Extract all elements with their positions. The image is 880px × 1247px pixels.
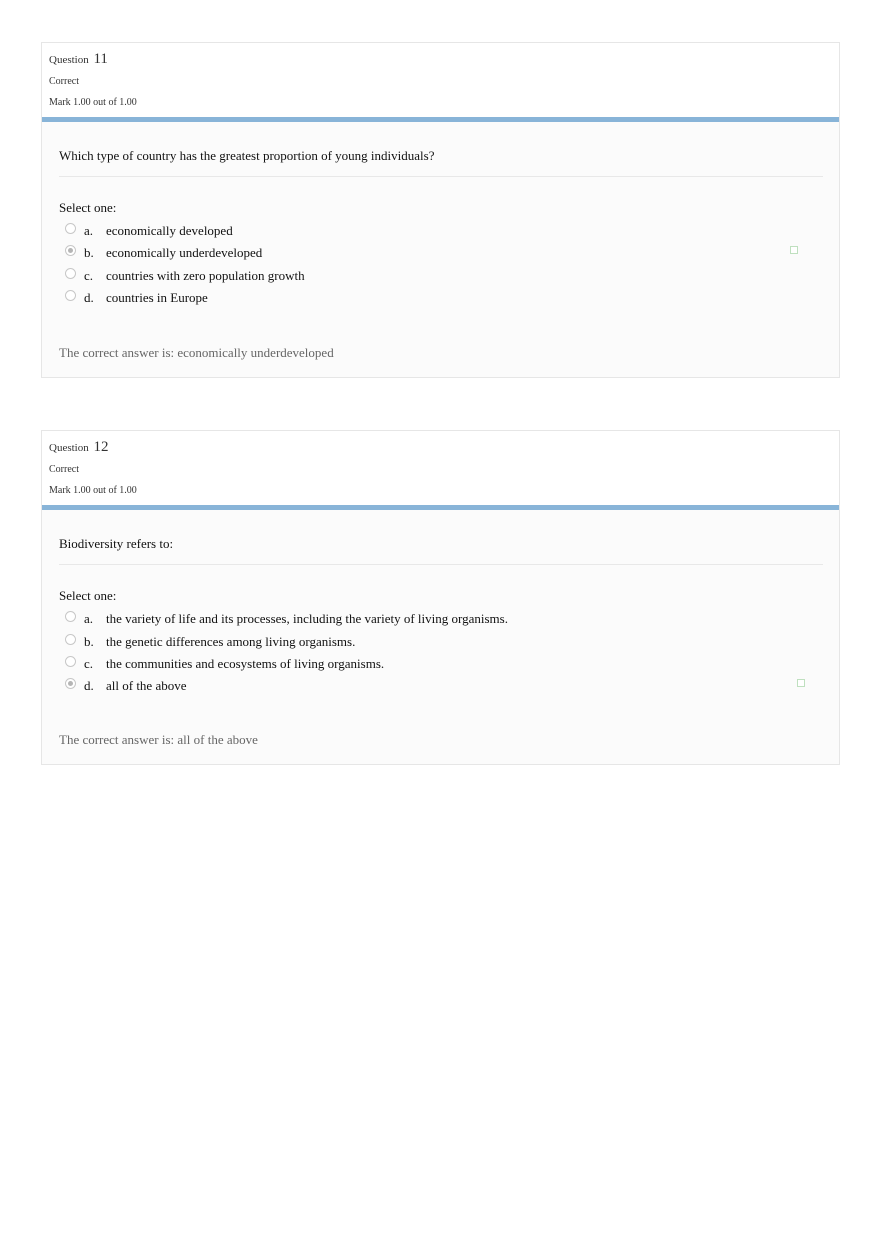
radio-icon[interactable] — [65, 678, 76, 689]
question-divider — [59, 176, 823, 177]
question-grade: Mark 1.00 out of 1.00 — [49, 97, 137, 108]
question-info — [42, 43, 839, 117]
option-text: the variety of life and its processes, including the variety of living organisms. — [106, 611, 508, 626]
correct-answer-feedback: The correct answer is: all of the above — [59, 732, 258, 747]
radio-icon[interactable] — [65, 611, 76, 622]
option-text: countries with zero population growth — [106, 268, 305, 283]
answer-option[interactable] — [65, 610, 508, 628]
option-letter: c. — [84, 268, 94, 283]
answer-option[interactable] — [65, 289, 208, 307]
option-text: all of the above — [106, 678, 187, 693]
option-letter: c. — [84, 656, 94, 671]
question-text: Which type of country has the greatest proportion of young individuals? — [59, 148, 435, 163]
radio-icon[interactable] — [65, 245, 76, 256]
option-letter: d. — [84, 678, 94, 693]
select-prompt: Select one: — [59, 200, 117, 215]
radio-icon[interactable] — [65, 223, 76, 234]
question-number — [49, 439, 108, 456]
radio-icon[interactable] — [65, 268, 76, 279]
question-label: Question — [49, 54, 89, 66]
option-letter: b. — [84, 634, 94, 649]
radio-icon[interactable] — [65, 634, 76, 645]
answer-option[interactable] — [65, 633, 355, 651]
option-text: countries in Europe — [106, 290, 208, 305]
answer-option[interactable] — [65, 655, 384, 673]
question-card — [41, 430, 840, 765]
question-number — [49, 51, 108, 68]
option-letter: a. — [84, 611, 94, 626]
answer-option[interactable] — [65, 244, 262, 262]
question-info — [42, 431, 839, 505]
question-text: Biodiversity refers to: — [59, 536, 174, 551]
question-number-value: 11 — [93, 51, 108, 67]
radio-icon[interactable] — [65, 290, 76, 301]
answer-option[interactable] — [65, 222, 233, 240]
option-text: economically developed — [106, 223, 233, 238]
question-card — [41, 42, 840, 378]
question-divider — [59, 564, 823, 565]
option-letter: a. — [84, 223, 94, 238]
question-label: Question — [49, 442, 89, 454]
question-state: Correct — [49, 464, 79, 475]
question-number-value: 12 — [93, 439, 109, 455]
answer-option[interactable] — [65, 677, 187, 695]
check-icon — [790, 246, 798, 254]
option-text: economically underdeveloped — [106, 245, 263, 260]
radio-icon[interactable] — [65, 656, 76, 667]
question-content — [42, 510, 839, 764]
option-letter: d. — [84, 290, 94, 305]
option-letter: b. — [84, 245, 94, 260]
correct-answer-feedback: The correct answer is: economically underdeveloped — [59, 345, 334, 360]
question-grade: Mark 1.00 out of 1.00 — [49, 485, 137, 496]
check-icon — [797, 679, 805, 687]
answer-option[interactable] — [65, 267, 305, 285]
option-text: the communities and ecosystems of living organisms. — [106, 656, 385, 671]
question-state: Correct — [49, 76, 79, 87]
question-content — [42, 122, 839, 377]
select-prompt: Select one: — [59, 588, 117, 603]
option-text: the genetic differences among living organisms. — [106, 634, 356, 649]
